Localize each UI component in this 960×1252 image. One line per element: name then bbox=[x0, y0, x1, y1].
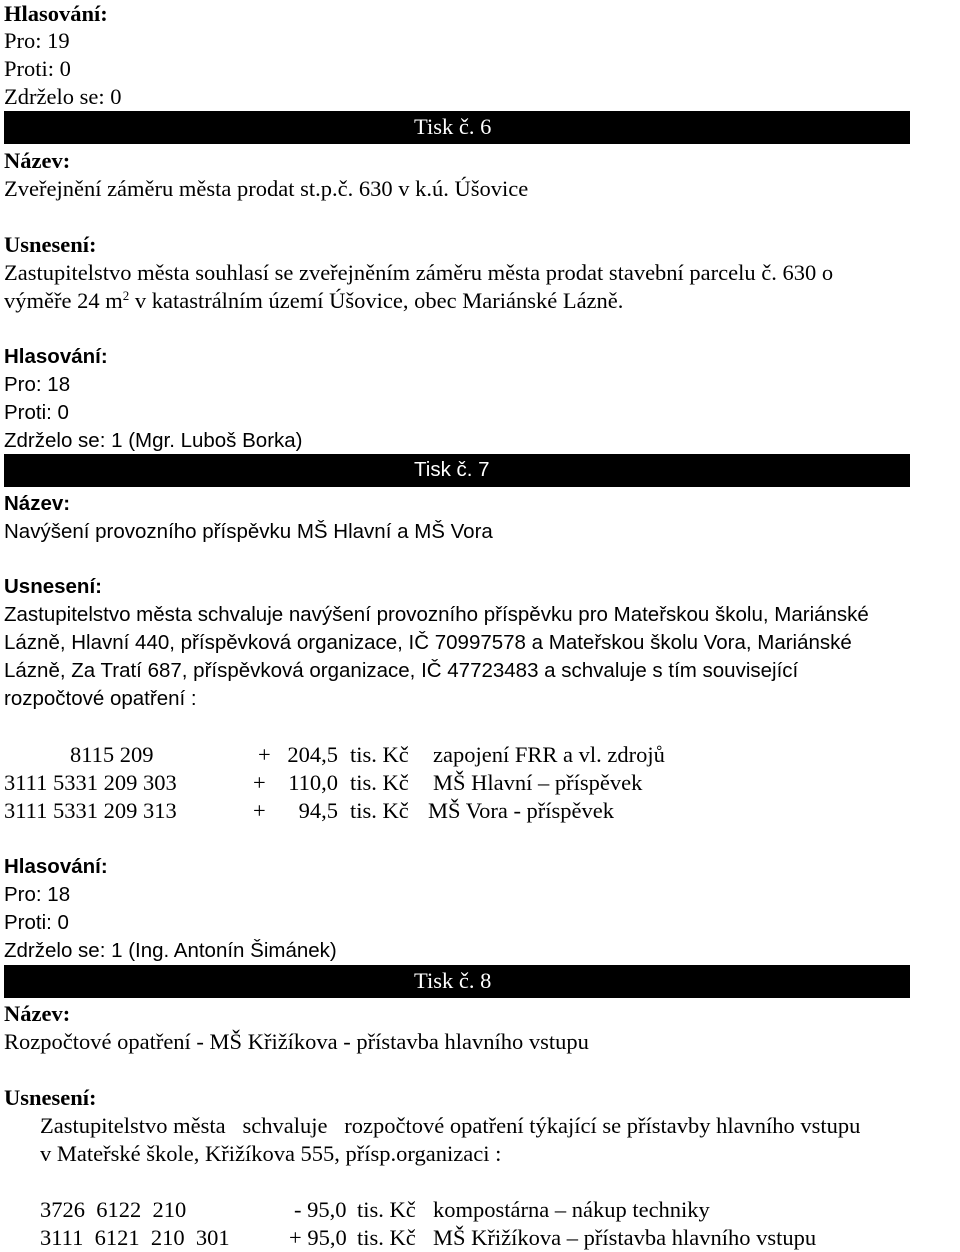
tisk-6-label: Tisk č. 6 bbox=[414, 114, 492, 139]
tisk-6-vote-abstain: Zdrželo se: 1 (Mgr. Luboš Borka) bbox=[4, 429, 303, 452]
budget-description: MŠ Křižíkova – přístavba hlavního vstupu bbox=[433, 1225, 817, 1250]
budget-amount: 204,5 bbox=[287, 742, 338, 767]
tisk-7-vote-heading: Hlasování: bbox=[4, 855, 108, 878]
budget-amount: 110,0 bbox=[288, 770, 338, 795]
budget-code: 3726 6122 210 bbox=[40, 1197, 187, 1222]
tisk-8-label: Tisk č. 8 bbox=[414, 968, 492, 993]
budget-code: 3111 6121 210 301 bbox=[40, 1225, 230, 1250]
tisk-6-name: Zveřejnění záměru města prodat st.p.č. 630 v k.ú. Úšovice bbox=[4, 176, 529, 201]
tisk-6-name-heading: Název: bbox=[4, 148, 71, 173]
tisk-6-bar bbox=[4, 111, 910, 144]
tisk-8-resolution-line-1: Zastupitelstvo města schvaluje rozpočtové opatření týkající se přístavby hlavního vstupu bbox=[40, 1113, 861, 1138]
tisk-7-vote-against: Proti: 0 bbox=[4, 911, 69, 934]
budget-amount: 94,5 bbox=[298, 798, 338, 823]
vote-against: Proti: 0 bbox=[4, 56, 71, 81]
budget-unit: tis. Kč bbox=[350, 798, 409, 823]
tisk-6-vote-against: Proti: 0 bbox=[4, 401, 69, 424]
tisk-7-resolution-line-2: Lázně, Hlavní 440, příspěvková organizace, IČ 70997578 a Mateřskou školu Vora, Mariánské bbox=[4, 631, 852, 654]
tisk-7-vote-for: Pro: 18 bbox=[4, 883, 71, 906]
superscript: 2 bbox=[122, 288, 130, 303]
vote-abstain: Zdrželo se: 0 bbox=[4, 84, 122, 109]
budget-amount: + 95,0 bbox=[289, 1225, 347, 1250]
tisk-6-resolution-heading: Usnesení: bbox=[4, 232, 97, 257]
budget-code: 3111 5331 209 303 bbox=[4, 770, 177, 795]
tisk-6-resolution-line-2: výměře 24 $m^2$ v katastrálním území Úšovice, obec Mariánské Lázně. bbox=[4, 288, 624, 313]
budget-description: kompostárna – nákup techniky bbox=[433, 1197, 710, 1222]
budget-unit: tis. Kč bbox=[357, 1225, 416, 1250]
tisk-8-bar bbox=[4, 965, 910, 998]
tisk-7-vote-abstain: Zdrželo se: 1 (Ing. Antonín Šimánek) bbox=[4, 939, 337, 962]
tisk-8-resolution-line-2: v Mateřské škole, Křižíkova 555, přísp.organizaci : bbox=[40, 1141, 502, 1166]
budget-code: 3111 5331 209 313 bbox=[4, 798, 177, 823]
budget-description: MŠ Vora - příspěvek bbox=[428, 798, 615, 823]
tisk-6-vote-heading: Hlasování: bbox=[4, 345, 108, 368]
vote-heading: Hlasování: bbox=[4, 1, 108, 26]
tisk-7-name-heading: Název: bbox=[4, 492, 71, 515]
tisk-7-resolution-line-3: Lázně, Za Tratí 687, příspěvková organizace, IČ 47723483 a schvaluje s tím související bbox=[4, 659, 799, 682]
budget-description: zapojení FRR a vl. zdrojů bbox=[433, 742, 665, 767]
tisk-6-resolution-line-1: Zastupitelstvo města souhlasí se zveřejněním záměru města prodat stavební parcelu č. 630 o bbox=[4, 260, 834, 285]
vote-for: Pro: 19 bbox=[4, 28, 70, 53]
budget-unit: tis. Kč bbox=[350, 742, 409, 767]
budget-amount: - 95,0 bbox=[294, 1197, 347, 1222]
tisk-8-name: Rozpočtové opatření - MŠ Křižíkova - přístavba hlavního vstupu bbox=[4, 1029, 589, 1054]
tisk-7-resolution-line-4: rozpočtové opatření : bbox=[4, 687, 197, 710]
tisk-8-name-heading: Název: bbox=[4, 1001, 71, 1026]
budget-code: 8115 209 bbox=[70, 742, 154, 767]
budget-description: MŠ Hlavní – příspěvek bbox=[433, 770, 643, 795]
budget-sign: + bbox=[253, 770, 266, 795]
tisk-8-resolution-heading: Usnesení: bbox=[4, 1085, 97, 1110]
budget-sign: + bbox=[253, 798, 266, 823]
budget-sign: + bbox=[258, 742, 271, 767]
budget-unit: tis. Kč bbox=[350, 770, 409, 795]
tisk-7-label: Tisk č. 7 bbox=[414, 458, 490, 481]
tisk-7-resolution-line-1: Zastupitelstvo města schvaluje navýšení provozního příspěvku pro Mateřskou školu, Mariánské bbox=[4, 603, 869, 626]
tisk-7-resolution-heading: Usnesení: bbox=[4, 575, 102, 598]
tisk-7-bar bbox=[4, 454, 910, 487]
tisk-7-name: Navýšení provozního příspěvku MŠ Hlavní a MŠ Vora bbox=[4, 520, 493, 543]
budget-unit: tis. Kč bbox=[357, 1197, 416, 1222]
tisk-6-vote-for: Pro: 18 bbox=[4, 373, 71, 396]
